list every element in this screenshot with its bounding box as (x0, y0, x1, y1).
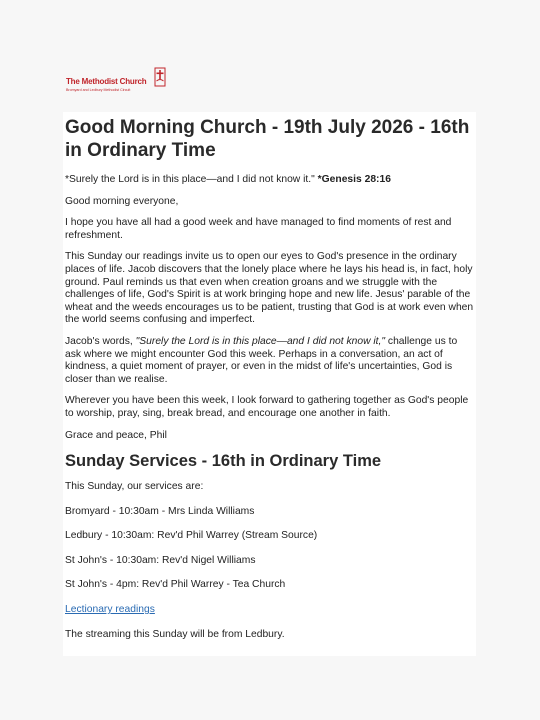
service-item-st-johns-tea-church: St John's - 4pm: Rev'd Phil Warrey - Tea Church (65, 579, 286, 591)
jacob-quote: "Surely the Lord is in this place—and I did not know it," (135, 335, 386, 347)
service-item-ledbury: Ledbury - 10:30am: Rev'd Phil Warrey (Stream Source) (65, 530, 318, 542)
methodist-church-logo[interactable] (66, 67, 168, 95)
verse-reference: *Genesis 28:16 (317, 174, 391, 185)
greeting: Good morning everyone, (65, 195, 179, 207)
paragraph-jacob-lead: Jacob's words, (65, 335, 136, 347)
streaming-note: The streaming this Sunday will be from Ledbury. (65, 628, 285, 640)
logo-name: The Methodist Church (66, 77, 147, 86)
newsletter-content (63, 112, 476, 656)
verse-quote: *Surely the Lord is in this place—and I did not know it." (65, 174, 315, 185)
services-heading: Sunday Services - 16th in Ordinary Time (65, 452, 382, 471)
paragraph-week: I hope you have all had a good week and have managed to find moments of rest and refreshment. (65, 217, 452, 241)
verse-line (65, 174, 474, 187)
services-intro: This Sunday, our services are: (65, 481, 204, 493)
signoff: Grace and peace, Phil (65, 429, 167, 441)
paragraph-jacob (65, 336, 474, 386)
service-item-bromyard: Bromyard - 10:30am - Mrs Linda Williams (65, 505, 255, 517)
paragraph-readings: This Sunday our readings invite us to open our eyes to God's presence in the ordinary places of life. Jacob discovers that the lonely place where he lays his head is, in fact, holy ground. Paul reminds us that even when creation groans and we struggle with the challenges of life, God's Spirit is at work bringing hope and new life. Jesus' parable of the wheat and the weeds encourages us to be patient, trusting that God is at work even when the world seems confusing and imperfect. (65, 251, 474, 326)
lectionary-readings-link[interactable]: Lectionary readings (65, 604, 155, 616)
page-title: Good Morning Church - 19th July 2026 - 16th in Ordinary Time (65, 117, 470, 161)
logo-tagline: Bromyard and Ledbury Methodist Circuit (66, 88, 131, 92)
service-item-st-johns-morning: St John's - 10:30am: Rev'd Nigel Williams (65, 554, 256, 566)
orb-and-cross-icon (154, 67, 166, 87)
paragraph-jacob-rest: challenge us to ask where we might encounter God this week. Perhaps in a conversation, an act of kindness, a quiet moment of prayer, or even in the midst of life's uncertainties, God is closer than we realise. (65, 335, 458, 385)
paragraph-gathering: Wherever you have been this week, I look forward to gathering together as God's people to worship, pray, sing, break bread, and encourage one another in faith. (65, 395, 469, 419)
